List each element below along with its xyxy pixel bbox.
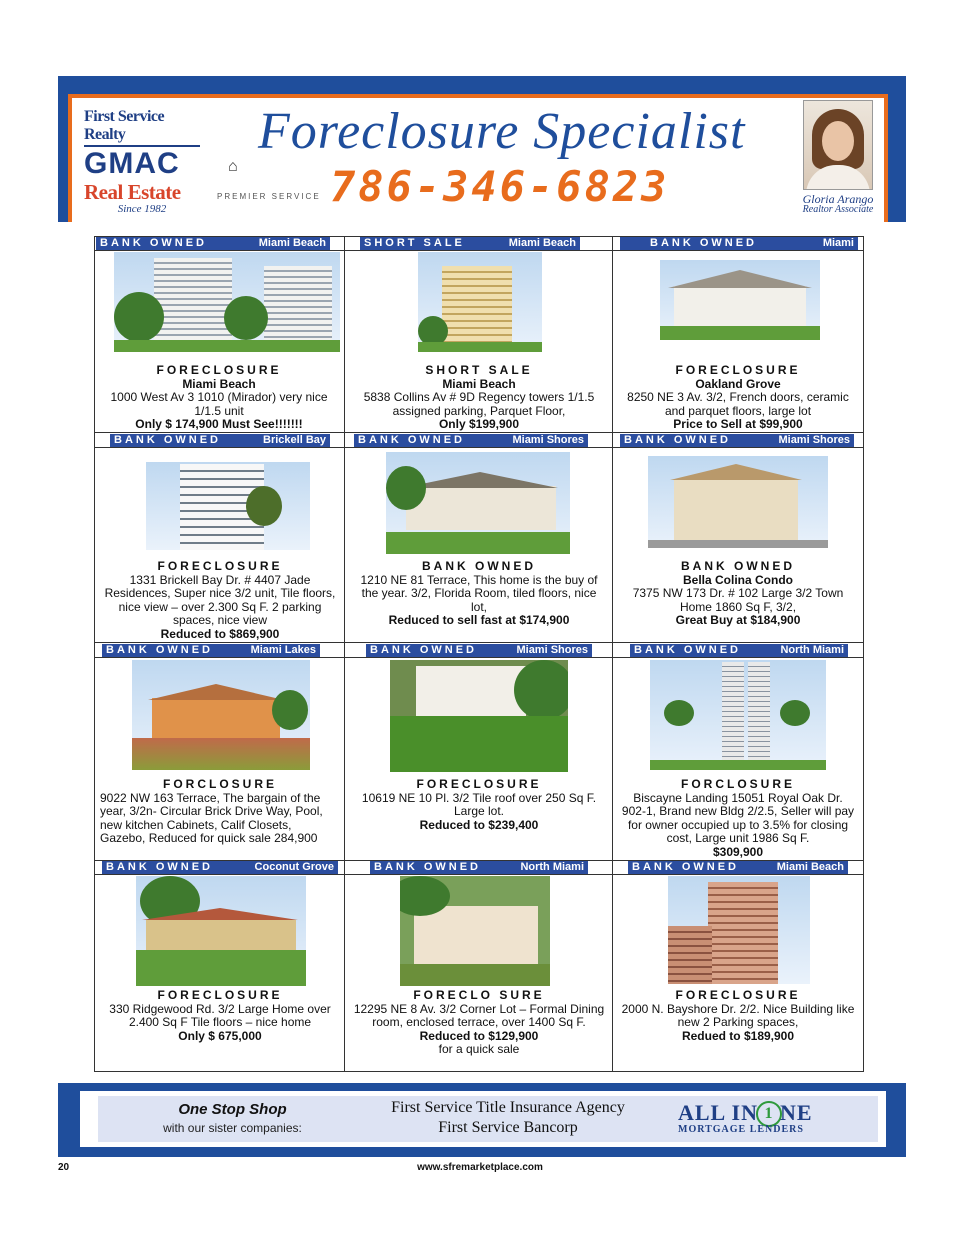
sister-companies bbox=[358, 1098, 658, 1138]
listing-tag bbox=[102, 644, 320, 657]
listing-photo bbox=[650, 660, 826, 770]
row-divider bbox=[94, 874, 864, 875]
row-divider bbox=[94, 250, 864, 251]
listing-body: 2000 N. Bayshore Dr. 2/2. Nice Building like new 2 Parking spaces, bbox=[621, 1001, 855, 1030]
tag-type: BANK OWNED bbox=[100, 237, 207, 249]
listing-body: 5838 Collins Av # 9D Regency towers 1/1.5 assigned parking, Parquet Floor, bbox=[363, 390, 595, 418]
listing-heading: FORCLOSURE bbox=[681, 777, 795, 791]
listing-tag bbox=[630, 644, 848, 657]
listing-photo bbox=[132, 660, 310, 770]
tag-location: North Miami bbox=[520, 861, 584, 873]
listing-price: Price to Sell at $99,900 bbox=[673, 417, 803, 432]
bancorp: First Service Bancorp bbox=[438, 1119, 578, 1136]
listing-description bbox=[96, 364, 342, 432]
listing-price: Only $199,900 bbox=[438, 417, 520, 432]
listing-body: 12295 NE 8 Av. 3/2 Corner Lot – Formal Dining room, enclosed terrace, over 1400 Sq F. bbox=[353, 1001, 605, 1030]
tag-location: Miami Beach bbox=[776, 861, 844, 873]
row-divider bbox=[94, 642, 864, 643]
agent-photo bbox=[803, 100, 873, 190]
brokerage-logo bbox=[84, 108, 200, 215]
agent-title: Realtor Associate bbox=[802, 204, 874, 215]
row-divider bbox=[94, 447, 864, 448]
tag-location: Miami Shores bbox=[516, 644, 588, 656]
listing-description bbox=[616, 560, 860, 628]
one-stop-shop: One Stop Shop bbox=[178, 1101, 287, 1118]
one-circle-icon: 1 bbox=[756, 1101, 782, 1127]
tag-type: BANK OWNED bbox=[106, 644, 213, 656]
listing-description bbox=[352, 364, 606, 432]
listing-price: Redued to $189,900 bbox=[681, 1028, 795, 1043]
tag-type: BANK OWNED bbox=[632, 861, 739, 873]
listing-tag bbox=[370, 861, 588, 874]
listing-description bbox=[352, 989, 606, 1057]
listing-heading: FORCLOSURE bbox=[163, 777, 277, 791]
listing-heading: FORECLOSURE bbox=[156, 363, 282, 377]
listing-body: 1331 Brickell Bay Dr. # 4407 Jade Residences, Super nice 3/2 unit, Tile floors, nice view – over 2.300 Sq F. 2 parking spaces, nice view bbox=[104, 572, 336, 628]
listing-heading: FORECLOSURE bbox=[157, 988, 283, 1002]
column-divider bbox=[344, 236, 345, 1072]
listing-price: Reduced to $129,900 bbox=[419, 1028, 539, 1043]
listing-tag bbox=[360, 237, 580, 250]
tag-type: BANK OWNED bbox=[374, 861, 481, 873]
listing-area: Bella Colina Condo bbox=[682, 572, 793, 587]
equal-housing-icon: ⌂ bbox=[228, 158, 238, 175]
title-agency: First Service Title Insurance Agency bbox=[391, 1099, 625, 1116]
website-link[interactable]: www.sfremarketplace.com bbox=[417, 1162, 543, 1173]
brand-since: Since 1982 bbox=[117, 203, 167, 215]
listing-photo bbox=[668, 876, 810, 984]
listing-body: 10619 NE 10 Pl. 3/2 Tile roof over 250 Sq F. Large lot. bbox=[361, 790, 597, 819]
listing-note: for a quick sale bbox=[438, 1042, 520, 1057]
listing-body: Biscayne Landing 15051 Royal Oak Dr. 902-1, Brand new Bldg 2/2.5, Seller will pay for owner occupied up to 3.5% for closing cost, Large unit 1986 Sq F. bbox=[621, 790, 855, 846]
page-number: 20 bbox=[58, 1162, 70, 1173]
listing-photo bbox=[390, 660, 568, 772]
tag-location: Miami Shores bbox=[778, 434, 850, 446]
tag-location: Miami Lakes bbox=[250, 644, 316, 656]
listing-body: 1210 NE 81 Terrace, This home is the buy of the year. 3/2, Florida Room, tiled floors, nice lot, bbox=[360, 572, 598, 614]
listing-heading: BANK OWNED bbox=[681, 559, 795, 573]
listing-heading: FORECLOSURE bbox=[157, 559, 283, 573]
listing-body: 330 Ridgewood Rd. 3/2 Large Home over 2.400 Sq F Tile floors – nice home bbox=[109, 1001, 331, 1030]
listing-heading: FORECLOSURE bbox=[675, 988, 801, 1002]
listing-heading: BANK OWNED bbox=[422, 559, 536, 573]
tag-type: BANK OWNED bbox=[634, 644, 741, 656]
phone-number: 786-346-6823 bbox=[330, 162, 670, 211]
listing-price: Only $ 174,900 Must See!!!!!!! bbox=[135, 417, 303, 432]
sister-companies-label: with our sister companies: bbox=[163, 1121, 302, 1135]
listing-body: 7375 NW 173 Dr. # 102 Large 3/2 Town Home 1860 Sq F, 3/2, bbox=[632, 586, 844, 614]
tag-type: BANK OWNED bbox=[370, 644, 477, 656]
listing-price: Reduced to $239,400 bbox=[419, 817, 539, 832]
all-in-one-logo: ALL IN 1 NE bbox=[678, 1100, 813, 1125]
tag-location: Coconut Grove bbox=[254, 861, 334, 873]
row-divider bbox=[94, 432, 864, 433]
tag-location: Miami bbox=[822, 237, 854, 249]
listing-area: Miami Beach bbox=[442, 376, 516, 391]
listing-photo bbox=[386, 452, 570, 554]
listing-tag bbox=[366, 644, 592, 657]
brand-real-estate: Real Estate bbox=[84, 180, 181, 204]
tag-location: Miami Shores bbox=[512, 434, 584, 446]
tag-type: SHORT SALE bbox=[364, 237, 465, 249]
listing-tag bbox=[620, 434, 854, 447]
listing-heading: FORECLOSURE bbox=[416, 777, 542, 791]
listing-description bbox=[100, 989, 340, 1043]
listing-description bbox=[620, 989, 856, 1043]
listing-description bbox=[352, 778, 606, 832]
listing-photo bbox=[146, 462, 310, 550]
listing-photo bbox=[136, 876, 306, 986]
agent-name: Gloria Arango bbox=[802, 192, 874, 206]
listing-heading: FORECLO SURE bbox=[413, 988, 545, 1002]
page-title: Foreclosure Specialist bbox=[258, 103, 746, 160]
tag-location: Miami Beach bbox=[508, 237, 576, 249]
listing-photo bbox=[418, 252, 542, 352]
tag-type: BANK OWNED bbox=[358, 434, 465, 446]
listing-area: Miami Beach bbox=[182, 376, 256, 391]
listing-heading: SHORT SALE bbox=[425, 363, 533, 377]
tag-type: BANK OWNED bbox=[650, 237, 757, 249]
row-divider bbox=[94, 657, 864, 658]
listing-tag bbox=[628, 861, 848, 874]
listing-price: Reduced to $869,900 bbox=[160, 626, 280, 641]
listing-description bbox=[620, 778, 856, 860]
listing-price: Great Buy at $184,900 bbox=[675, 613, 801, 628]
listing-price: $309,900 bbox=[712, 844, 764, 859]
listing-description bbox=[352, 560, 606, 628]
listing-price: Reduced to sell fast at $174,900 bbox=[388, 613, 570, 628]
listing-body: 1000 West Av 3 1010 (Mirador) very nice 1/1.5 unit bbox=[110, 390, 328, 418]
listing-photo bbox=[660, 260, 820, 340]
premier-service-logo: PREMIER SERVICE bbox=[217, 192, 321, 201]
listing-photo bbox=[648, 456, 828, 548]
mortgage-lenders: MORTGAGE LENDERS bbox=[678, 1124, 804, 1135]
brand-name: First Service Realty bbox=[84, 108, 200, 147]
listing-price: Only $ 675,000 bbox=[178, 1028, 262, 1043]
listing-tag bbox=[110, 434, 330, 447]
column-divider bbox=[612, 236, 613, 1072]
tag-type: BANK OWNED bbox=[624, 434, 731, 446]
listing-tag bbox=[96, 237, 330, 250]
tag-location: Miami Beach bbox=[258, 237, 326, 249]
listing-description bbox=[100, 560, 340, 642]
listing-heading: FORECLOSURE bbox=[675, 363, 801, 377]
listing-body: 8250 NE 3 Av. 3/2, French doors, ceramic and parquet floors, large lot bbox=[627, 390, 849, 418]
listing-description bbox=[100, 778, 340, 846]
listing-body: 9022 NW 163 Terrace, The bargain of the year, 3/2n- Circular Brick Drive Way, Pool, new kitchen Cabinets, Calif Closets, Gazebo, Reduced for quick sale 284,900 bbox=[100, 790, 323, 846]
listing-photo bbox=[400, 876, 550, 986]
listing-tag bbox=[102, 861, 338, 874]
brand-gmac: GMAC bbox=[84, 147, 180, 180]
tag-location: North Miami bbox=[780, 644, 844, 656]
listing-tag bbox=[620, 237, 858, 250]
tag-type: BANK OWNED bbox=[106, 861, 213, 873]
tag-type: BANK OWNED bbox=[114, 434, 221, 446]
listing-area: Oakland Grove bbox=[695, 376, 781, 391]
listing-tag bbox=[354, 434, 588, 447]
tag-location: Brickell Bay bbox=[263, 434, 326, 446]
listing-description bbox=[616, 364, 860, 432]
listing-photo bbox=[114, 252, 340, 352]
